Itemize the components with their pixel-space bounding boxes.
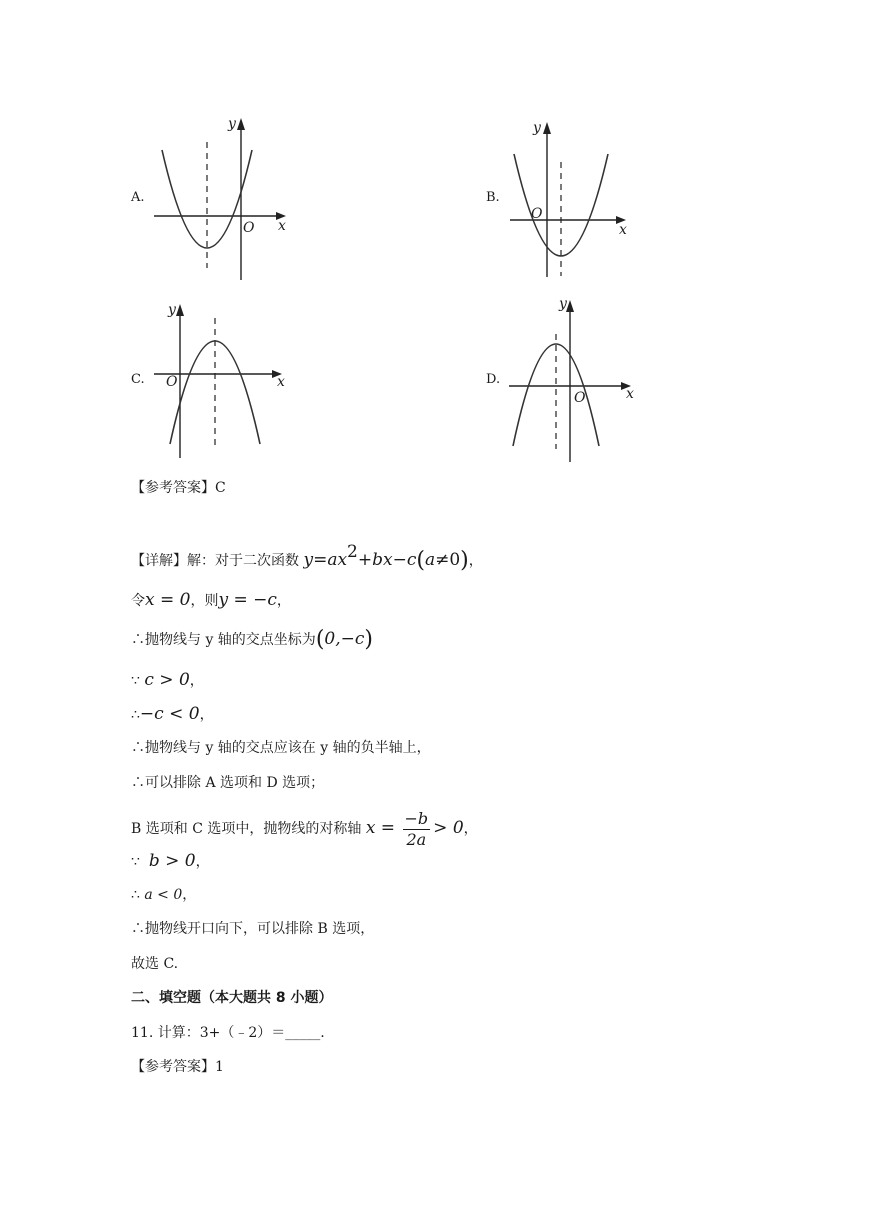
y-axis-arrow <box>543 122 551 134</box>
fraction-denominator: 2a <box>406 829 427 849</box>
solution-intro: 【详解】解：对于二次函数 $y=ax^2+bx-c(a\ne 0)$， <box>131 542 483 573</box>
answer-11-value: 1 <box>215 1059 224 1075</box>
func-eq: = <box>313 550 328 570</box>
line8-x: x = <box>365 818 396 838</box>
line9-expr: b > 0 <box>148 851 196 871</box>
question-11: 11. 计算：3+（﹣2）＝_____. <box>131 1025 325 1041</box>
y-axis-label: y <box>559 296 567 312</box>
option-a-label: A. <box>131 190 145 205</box>
solution-line-4 <box>131 670 204 691</box>
intro-text: 【详解】解：对于二次函数 <box>131 553 299 569</box>
option-b-graph <box>500 112 640 282</box>
solution-line-12: 故选 C. <box>131 956 179 972</box>
func-sq: 2 <box>347 542 358 562</box>
option-d-label: D. <box>486 372 501 387</box>
origin-label: O <box>166 374 178 390</box>
line5-sym: ∴ <box>131 707 140 723</box>
line9-sym: ∵ <box>131 854 140 870</box>
x-axis-label: x <box>619 222 627 238</box>
line10-sym: ∴ <box>131 887 140 903</box>
line2-pre: 令 <box>131 593 145 609</box>
line3-point: 0,−c <box>324 629 365 649</box>
solution-line-11: ∴抛物线开口向下，可以排除 B 选项， <box>131 921 375 937</box>
answer-11-label: 【参考答案】 <box>131 1059 215 1075</box>
line2-x0: x = 0 <box>145 590 191 610</box>
line2-mid: ，则 <box>190 593 219 609</box>
func-ax: ax <box>327 550 348 570</box>
symmetry-fraction <box>403 809 431 850</box>
solution-line-8 <box>131 808 478 850</box>
line5-expr: −c < 0 <box>139 704 200 724</box>
func-c: −c <box>392 550 417 570</box>
line9-end: ， <box>195 854 210 870</box>
x-axis-label: x <box>626 386 634 402</box>
solution-line-7: ∴可以排除 A 选项和 D 选项； <box>131 775 325 791</box>
line4-sym: ∵ <box>131 673 140 689</box>
line4-end: ， <box>189 673 204 689</box>
answer-line <box>131 478 226 498</box>
section-title: 二、填空题（本大题共 8 小题） <box>131 990 333 1006</box>
y-axis-arrow <box>566 300 574 312</box>
line8-end: ， <box>463 821 478 837</box>
option-d-graph <box>505 294 645 466</box>
origin-label: O <box>531 206 543 222</box>
func-y: y <box>303 550 314 570</box>
option-c-label: C. <box>131 372 145 387</box>
solution-line-3: ∴抛物线与 y 轴的交点坐标为(0,−c) <box>131 627 373 652</box>
y-axis-arrow <box>237 118 245 130</box>
y-axis-label: y <box>168 302 176 318</box>
origin-label: O <box>243 220 255 236</box>
line10-expr: a < 0 <box>144 887 183 903</box>
cond-a: a <box>424 550 436 570</box>
line4-expr: c > 0 <box>144 670 190 690</box>
line8-pre: B 选项和 C 选项中，抛物线的对称轴 <box>131 821 362 837</box>
answer-11-line <box>131 1057 224 1077</box>
solution-line-9 <box>131 851 210 872</box>
x-axis-label: x <box>278 218 286 234</box>
answer-label: 【参考答案】 <box>131 480 215 496</box>
line5-end: ， <box>199 707 214 723</box>
line2-y: y = −c <box>218 590 277 610</box>
origin-label: O <box>574 390 586 406</box>
option-a-graph <box>140 110 300 285</box>
fraction-numerator: −b <box>404 808 429 828</box>
solution-line-2 <box>131 590 291 611</box>
answer-value: C <box>215 480 226 496</box>
func-bx: +bx <box>357 550 393 570</box>
option-b-label: B. <box>486 190 500 205</box>
solution-line-5 <box>131 704 214 725</box>
y-axis-arrow <box>176 304 184 316</box>
option-c-graph <box>150 296 300 466</box>
x-axis-label: x <box>277 374 285 390</box>
line3-text: ∴抛物线与 y 轴的交点坐标为 <box>131 632 316 648</box>
line10-end: ， <box>182 887 197 903</box>
cond-ne: ≠ <box>435 550 450 570</box>
y-axis-label: y <box>533 120 541 136</box>
line8-post: > 0 <box>433 818 464 838</box>
y-axis-label: y <box>228 116 236 132</box>
solution-line-10 <box>131 885 196 905</box>
cond-zero: 0 <box>449 550 461 570</box>
solution-line-6: ∴抛物线与 y 轴的交点应该在 y 轴的负半轴上， <box>131 740 431 756</box>
line2-end: ， <box>276 593 291 609</box>
